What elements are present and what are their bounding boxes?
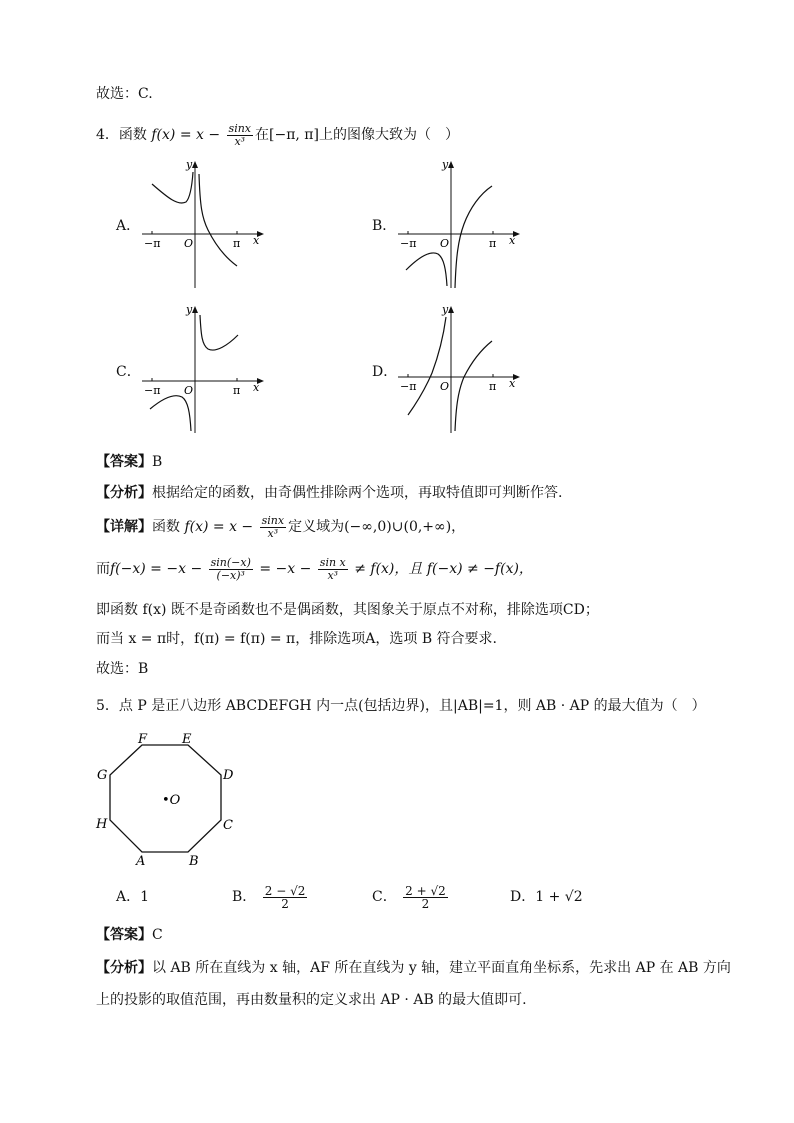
pi-label: π [233,237,241,250]
q5-option-c[interactable] [372,880,450,914]
q5-number: 5． [96,698,119,714]
q4-answer [96,452,162,472]
q4-option-d-label: D． [372,364,398,380]
vertex-b: B [189,854,199,868]
detail-2d: ≠ f(x)，且 f(−x) ≠ −f(x)， [354,561,533,577]
detail-1c: 定义域为(−∞,0)∪(0,+∞)， [288,519,466,535]
q4-analysis [96,483,562,503]
q5-answer [96,925,163,945]
answer-value: C [152,927,163,943]
q4-func: f(x) = x − [151,127,221,143]
q3-conclusion: 故选：C. [96,86,153,102]
detail-2-frac-2 [318,557,348,582]
q4-option-a-label: A． [116,218,141,234]
option-value: 1 + √2 [535,889,583,905]
curve-left [408,317,446,415]
q4-detail-3: 即函数 f(x) 既不是奇函数也不是偶函数，其图象关于原点不对称，排除选项CD； [96,602,599,618]
neg-pi-label: −π [144,237,161,250]
q4-option-c-label: C． [116,364,141,380]
curve-left [152,172,193,203]
option-value: 1 [140,889,150,905]
q4-conclusion: 故选：B [96,661,149,677]
q4-frac-num: sinx [228,121,251,135]
q5-analysis-2: 上的投影的取值范围，再由数量积的定义求出 AP · AB 的最大值即可. [96,992,527,1008]
neg-pi-label: −π [400,380,417,393]
q4-detail-4: 而当 x = π时，f(π) = f(π) = π，排除选项A，选项 B 符合要求. [96,631,498,647]
origin-label: O [184,384,194,397]
q5-analysis-1 [96,958,731,978]
x-label: x [509,234,516,247]
curve-left [406,253,447,286]
q4-graph-a [140,158,270,290]
curve-right [200,315,238,350]
y-label: y [442,303,449,316]
q5-option-b[interactable] [232,880,309,914]
q5-option-a[interactable] [116,887,149,907]
q4-frac-den: x³ [234,134,246,148]
analysis-text: 根据给定的函数，由奇偶性排除两个选项，再取特值即可判断作答. [152,485,563,501]
q5-stem-text: 点 P 是正八边形 ABCDEFGH 内一点(包括边界)，且|AB|=1，则 AB · AP 的最大值为（ ） [118,698,706,714]
y-label: y [186,158,193,171]
detail-2c: = −x − [259,561,312,577]
vertex-g: G [97,768,108,783]
q5-option-d[interactable] [510,887,583,907]
x-label: x [253,234,260,247]
frac-num: 2 + √2 [405,883,446,898]
answer-tag: 【答案】 [96,927,152,943]
curve-left [150,396,191,431]
vertex-c: C [223,818,233,833]
detail-tag: 【详解】 [96,519,152,535]
frac-num: sinx [261,513,285,527]
q4-stem [96,120,459,150]
option-letter: B． [232,889,257,905]
frac-den: 2 [281,896,289,911]
x-label: x [509,377,516,390]
detail-2b: f(−x) = −x − [110,561,203,577]
q4-option-b-label: B． [372,218,397,234]
q4-fraction [227,123,253,148]
option-frac [263,885,308,910]
q4-number: 4． [96,127,119,143]
curve-right [199,174,237,266]
q4-detail-1 [96,512,465,542]
frac-den: x³ [327,568,339,582]
q4-stem-lead: 函数 [118,127,147,143]
y-axis-arrow [192,306,198,313]
origin-label: O [184,237,194,250]
frac-den: x³ [267,526,279,540]
y-axis-arrow [448,161,454,168]
option-frac [403,885,448,910]
neg-pi-label: −π [144,384,161,397]
pi-label: π [489,380,497,393]
q4-graph-c [140,303,270,435]
q4-detail-2 [96,553,533,585]
vertex-f: F [138,732,148,747]
answer-tag: 【答案】 [96,454,152,470]
y-label: y [442,158,449,171]
origin-label: O [440,237,450,250]
q4-graph-b [396,158,526,290]
analysis-tag: 【分析】 [96,485,152,501]
option-letter: D． [510,889,536,905]
detail-1b: f(x) = x − [184,519,254,535]
analysis-text-1: 以 AB 所在直线为 x 轴，AF 所在直线为 y 轴，建立平面直角坐标系，先求出 AP 在 AB 方向 [152,960,731,976]
frac-num: sin(−x) [210,555,251,569]
x-label: x [253,381,260,394]
origin-label: O [440,380,450,393]
y-axis-arrow [448,306,454,313]
curve-right [455,186,492,288]
frac-den: 2 [421,896,430,911]
vertex-h: H [96,817,108,832]
y-axis-arrow [192,161,198,168]
neg-pi-label: −π [400,237,417,250]
pi-label: π [489,237,497,250]
center-o: •O [162,793,181,808]
curve-right [455,341,492,431]
vertex-d: D [223,768,234,783]
q5-octagon [90,728,250,868]
vertex-e: E [182,732,192,747]
q4-interval: 在[−π, π]上的图像大致为（ ） [255,127,459,143]
option-letter: C． [372,889,397,905]
frac-num: sin x [319,555,346,569]
q5-stem [96,696,706,716]
frac-num: 2 − √2 [264,883,306,898]
pi-label: π [233,384,241,397]
answer-value: B [152,454,163,470]
analysis-tag: 【分析】 [96,960,152,976]
detail-2a: 而 [96,561,110,577]
detail-1-frac [260,515,286,540]
option-letter: A． [116,889,141,905]
q4-graph-d [396,303,526,435]
vertex-a: A [136,854,146,868]
detail-1a: 函数 [152,519,180,535]
frac-den: (−x)³ [216,568,245,582]
y-label: y [186,303,193,316]
detail-2-frac-1 [209,557,253,582]
